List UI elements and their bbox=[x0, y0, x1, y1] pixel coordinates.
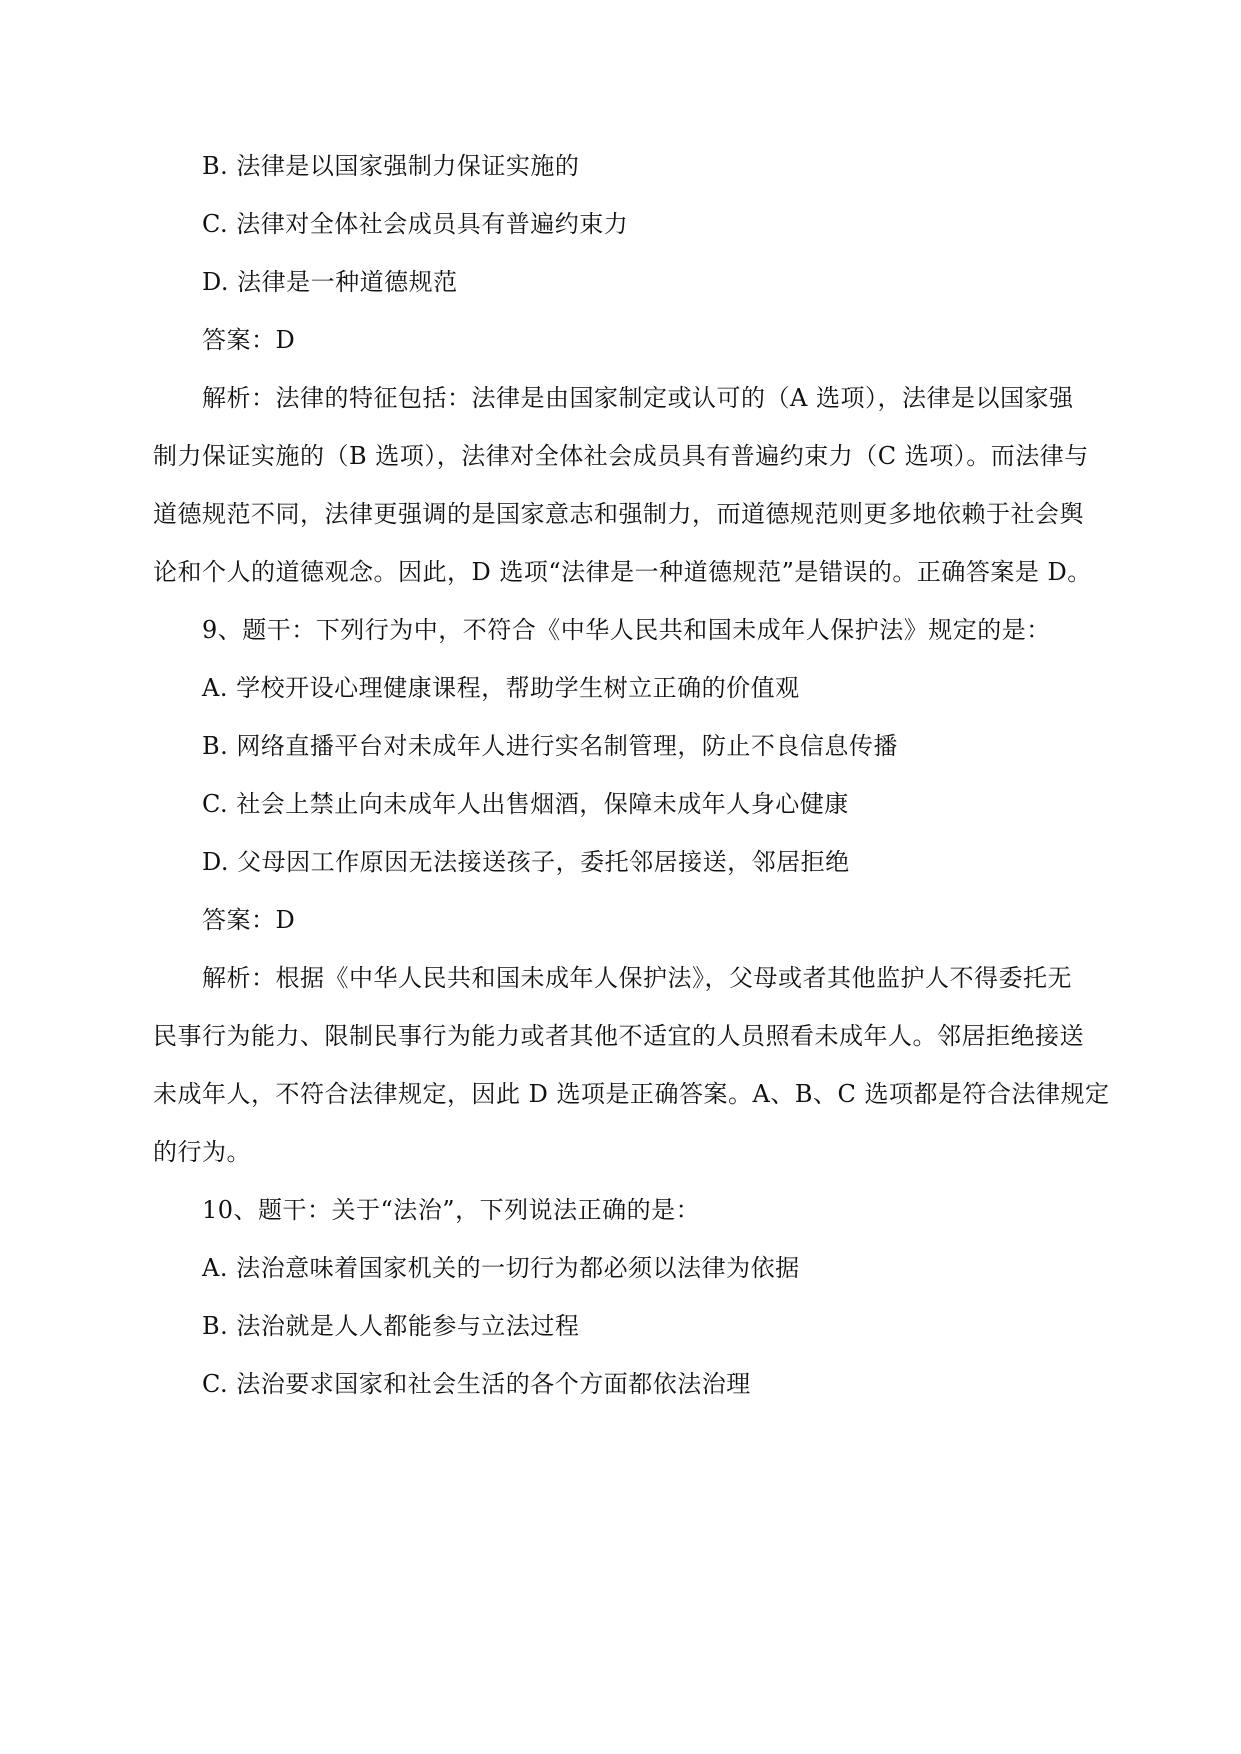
q10-stem: 10、题干：关于“法治”，下列说法正确的是： bbox=[202, 1196, 701, 1224]
q8-answer: 答案：D bbox=[202, 326, 296, 354]
q9-answer: 答案：D bbox=[202, 906, 296, 934]
q10-option-c: C. 法治要求国家和社会生活的各个方面都依法治理 bbox=[202, 1370, 751, 1398]
q8-analysis-line: 制力保证实施的（B 选项），法律对全体社会成员具有普遍约束力（C 选项）。而法律与 bbox=[153, 442, 1089, 470]
q8-analysis-line: 论和个人的道德观念。因此，D 选项“法律是一种道德规范”是错误的。正确答案是 D。 bbox=[153, 558, 1092, 586]
q8-analysis-line: 解析：法律的特征包括：法律是由国家制定或认可的（A 选项），法律是以国家强 bbox=[202, 384, 1074, 412]
q9-option-a: A. 学校开设心理健康课程，帮助学生树立正确的价值观 bbox=[202, 674, 800, 702]
q8-option-c: C. 法律对全体社会成员具有普遍约束力 bbox=[202, 210, 629, 238]
q8-option-d: D. 法律是一种道德规范 bbox=[202, 268, 458, 296]
q9-stem: 9、题干：下列行为中，不符合《中华人民共和国未成年人保护法》规定的是： bbox=[202, 616, 1051, 644]
q8-option-b: B. 法律是以国家强制力保证实施的 bbox=[202, 152, 580, 180]
q9-analysis-line: 民事行为能力、限制民事行为能力或者其他不适宜的人员照看未成年人。邻居拒绝接送 bbox=[153, 1022, 1084, 1050]
q9-analysis-line: 解析：根据《中华人民共和国未成年人保护法》，父母或者其他监护人不得委托无 bbox=[202, 964, 1072, 992]
q10-option-a: A. 法治意味着国家机关的一切行为都必须以法律为依据 bbox=[202, 1254, 800, 1282]
q9-option-b: B. 网络直播平台对未成年人进行实名制管理，防止不良信息传播 bbox=[202, 732, 898, 760]
q8-analysis-line: 道德规范不同，法律更强调的是国家意志和强制力，而道德规范则更多地依赖于社会舆 bbox=[153, 500, 1084, 528]
q10-option-b: B. 法治就是人人都能参与立法过程 bbox=[202, 1312, 580, 1340]
q9-analysis-line: 的行为。 bbox=[153, 1138, 251, 1166]
q9-analysis-line: 未成年人，不符合法律规定，因此 D 选项是正确答案。A、B、C 选项都是符合法律规定 bbox=[153, 1080, 1110, 1108]
q9-option-c: C. 社会上禁止向未成年人出售烟酒，保障未成年人身心健康 bbox=[202, 790, 849, 818]
q9-option-d: D. 父母因工作原因无法接送孩子，委托邻居接送，邻居拒绝 bbox=[202, 848, 850, 876]
